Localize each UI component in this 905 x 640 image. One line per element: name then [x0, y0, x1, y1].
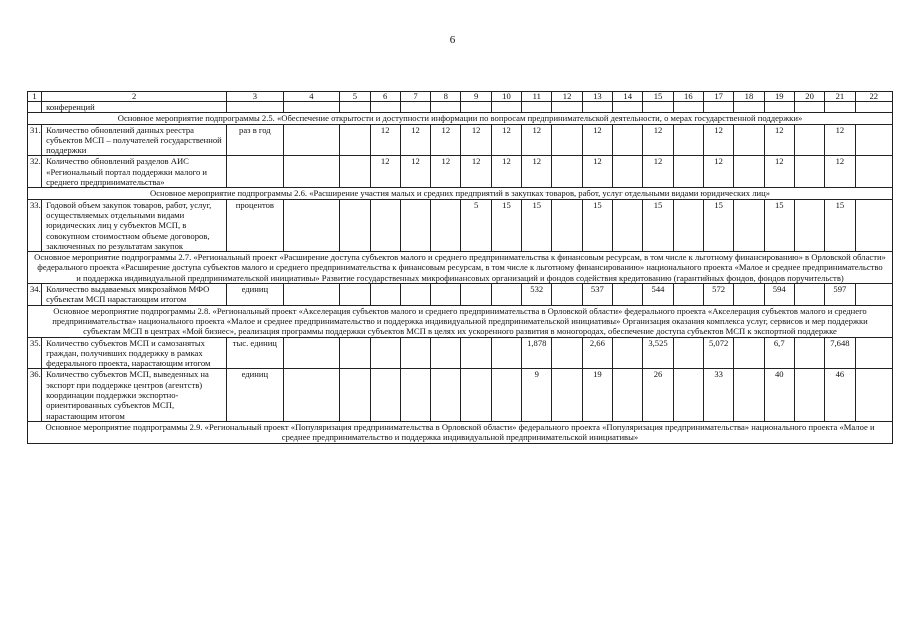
- value-cell: [552, 369, 582, 421]
- value-cell: [400, 337, 430, 369]
- value-cell: [855, 284, 892, 306]
- column-number-cell: 17: [703, 92, 733, 102]
- value-cell: 12: [764, 156, 794, 188]
- value-cell: 19: [582, 369, 612, 421]
- column-number-cell: 21: [825, 92, 855, 102]
- column-number-cell: 15: [643, 92, 673, 102]
- value-cell: [283, 284, 340, 306]
- value-cell: [613, 156, 643, 188]
- column-number-cell: 6: [370, 92, 400, 102]
- value-cell: 12: [491, 124, 521, 156]
- value-cell: [491, 337, 521, 369]
- column-number-cell: 3: [227, 92, 284, 102]
- value-cell: [552, 156, 582, 188]
- column-number-cell: 16: [673, 92, 703, 102]
- section-title: Основное мероприятие подпрограммы 2.6. «Расширение участия малых и средних предприятий в закупках товаров, работ, услуг отдельными видами юридических лиц»: [28, 188, 893, 199]
- value-cell: 544: [643, 284, 673, 306]
- value-cell: [491, 284, 521, 306]
- value-cell: 12: [370, 156, 400, 188]
- value-cell: [734, 337, 764, 369]
- value-cell: [431, 369, 461, 421]
- column-number-cell: 5: [340, 92, 370, 102]
- value-cell: 12: [643, 124, 673, 156]
- indicator-row: [28, 199, 893, 251]
- section-title: Основное мероприятие подпрограммы 2.5. «Обеспечение открытости и доступности информации по вопросам предпринимательской деятельности, о мерах государственной поддержки»: [28, 113, 893, 124]
- value-cell: [283, 369, 340, 421]
- value-cell: [734, 369, 764, 421]
- value-cell: [613, 284, 643, 306]
- indicator-row: [28, 156, 893, 188]
- value-cell: 12: [825, 156, 855, 188]
- value-cell: [370, 369, 400, 421]
- column-number-cell: 22: [855, 92, 892, 102]
- value-cell: 9: [522, 369, 552, 421]
- value-cell: 15: [643, 199, 673, 251]
- value-cell: [370, 337, 400, 369]
- value-cell: 15: [522, 199, 552, 251]
- value-cell: 12: [431, 156, 461, 188]
- value-cell: [734, 124, 764, 156]
- value-cell: [673, 199, 703, 251]
- indicator-row: [28, 337, 893, 369]
- column-number-cell: 11: [522, 92, 552, 102]
- column-number-cell: 1: [28, 92, 42, 102]
- value-cell: [794, 156, 824, 188]
- value-cell: 7,648: [825, 337, 855, 369]
- indicator-name: Количество субъектов МСП и самозанятых граждан, получивших поддержку в рамках федерального проекта, нарастающим итогом: [42, 337, 227, 369]
- value-cell: 15: [491, 199, 521, 251]
- row-number: 32.: [28, 156, 42, 188]
- value-cell: [431, 284, 461, 306]
- indicator-name: Количество субъектов МСП, выведенных на экспорт при поддержке центров (агентств) координации поддержки экспортно-ориентированных субъектов МСП, нарастающим итогом: [42, 369, 227, 421]
- value-cell: [794, 369, 824, 421]
- value-cell: [734, 284, 764, 306]
- value-cell: [283, 156, 340, 188]
- value-cell: 594: [764, 284, 794, 306]
- value-cell: [400, 199, 430, 251]
- value-cell: 12: [491, 156, 521, 188]
- value-cell: 12: [431, 124, 461, 156]
- value-cell: [283, 199, 340, 251]
- indicators-table: [27, 91, 893, 444]
- value-cell: [794, 124, 824, 156]
- value-cell: [461, 369, 491, 421]
- value-cell: [283, 124, 340, 156]
- value-cell: [431, 337, 461, 369]
- section-header-row: [28, 188, 893, 199]
- value-cell: [855, 337, 892, 369]
- value-cell: [734, 156, 764, 188]
- section-title: Основное мероприятие подпрограммы 2.9. «Региональный проект «Популяризация предпринимательства в Орловской области» федерального проекта «Популяризация предпринимательства» национального проекта «Малое и среднее предпринимательство и поддержка индивидуальной предпринимательской инициативы»: [28, 421, 893, 443]
- column-number-row: [28, 92, 893, 102]
- value-cell: 1,878: [522, 337, 552, 369]
- indicator-name: Количество выдаваемых микрозаймов МФО субъектам МСП нарастающим итогом: [42, 284, 227, 306]
- value-cell: 12: [370, 124, 400, 156]
- value-cell: [734, 199, 764, 251]
- section-title: Основное мероприятие подпрограммы 2.8. «Региональный проект «Акселерация субъектов малого и среднего предпринимательства в Орловской области» федерального проекта «Акселерация субъектов малого и среднего предпринимательства» национального проекта «Малое и среднее предпринимательство и поддержка индивидуальной предпринимательской инициативы» Организация оказания комплекса услуг, сервисов и мер поддержки субъектам МСП в центрах «Мой бизнес», реализация программы поддержки субъектов МСП в целях их ускоренного развития в моногородах, обеспечение доступа субъектов МСП к экспортной поддержке: [28, 305, 893, 337]
- value-cell: [340, 337, 370, 369]
- column-number-cell: 13: [582, 92, 612, 102]
- column-number-cell: 18: [734, 92, 764, 102]
- unit-of-measure: тыс. единиц: [227, 337, 284, 369]
- unit-of-measure: единиц: [227, 284, 284, 306]
- column-number-cell: 9: [461, 92, 491, 102]
- unit-of-measure: единиц: [227, 369, 284, 421]
- value-cell: 15: [582, 199, 612, 251]
- value-cell: [340, 156, 370, 188]
- value-cell: [552, 199, 582, 251]
- value-cell: [340, 284, 370, 306]
- value-cell: 3,525: [643, 337, 673, 369]
- value-cell: [613, 337, 643, 369]
- value-cell: [340, 369, 370, 421]
- column-number-cell: 14: [613, 92, 643, 102]
- indicator-name: Количество обновлений разделов АИС «Региональный портал поддержки малого и среднего предпринимательства»: [42, 156, 227, 188]
- unit-of-measure: процентов: [227, 199, 284, 251]
- value-cell: [673, 284, 703, 306]
- value-cell: [673, 369, 703, 421]
- value-cell: [613, 124, 643, 156]
- value-cell: [340, 124, 370, 156]
- value-cell: [613, 369, 643, 421]
- row-number: 35.: [28, 337, 42, 369]
- value-cell: [794, 284, 824, 306]
- value-cell: 12: [522, 156, 552, 188]
- value-cell: 15: [703, 199, 733, 251]
- value-cell: [855, 156, 892, 188]
- value-cell: [491, 369, 521, 421]
- continuation-row: [28, 102, 893, 113]
- value-cell: [552, 337, 582, 369]
- value-cell: 33: [703, 369, 733, 421]
- value-cell: [673, 337, 703, 369]
- value-cell: 572: [703, 284, 733, 306]
- value-cell: 12: [461, 124, 491, 156]
- column-number-cell: 8: [431, 92, 461, 102]
- value-cell: 40: [764, 369, 794, 421]
- section-header-row: [28, 305, 893, 337]
- column-number-cell: 4: [283, 92, 340, 102]
- indicator-name: Годовой объем закупок товаров, работ, услуг, осуществляемых отдельными видами юридических лиц у субъектов МСП, в совокупном стоимостном объеме договоров, заключенных по результатам закупок: [42, 199, 227, 251]
- value-cell: [794, 199, 824, 251]
- row-number: 34.: [28, 284, 42, 306]
- value-cell: [552, 124, 582, 156]
- value-cell: 5,072: [703, 337, 733, 369]
- value-cell: [400, 284, 430, 306]
- value-cell: 15: [764, 199, 794, 251]
- section-header-row: [28, 113, 893, 124]
- page-number: 6: [449, 34, 456, 46]
- column-number-cell: 20: [794, 92, 824, 102]
- value-cell: [461, 284, 491, 306]
- value-cell: 537: [582, 284, 612, 306]
- column-number-cell: 7: [400, 92, 430, 102]
- value-cell: [855, 124, 892, 156]
- value-cell: 532: [522, 284, 552, 306]
- value-cell: 12: [522, 124, 552, 156]
- value-cell: 26: [643, 369, 673, 421]
- value-cell: 12: [703, 124, 733, 156]
- unit-of-measure: [227, 156, 284, 188]
- value-cell: 597: [825, 284, 855, 306]
- value-cell: [431, 199, 461, 251]
- value-cell: [461, 337, 491, 369]
- value-cell: [370, 284, 400, 306]
- value-cell: 15: [825, 199, 855, 251]
- value-cell: 12: [825, 124, 855, 156]
- continuation-label: конференций: [42, 102, 227, 113]
- value-cell: 12: [643, 156, 673, 188]
- indicator-name: Количество обновлений данных реестра субъектов МСП – получателей государственной поддержки: [42, 124, 227, 156]
- value-cell: 12: [582, 156, 612, 188]
- column-number-cell: 19: [764, 92, 794, 102]
- value-cell: [673, 156, 703, 188]
- value-cell: [283, 337, 340, 369]
- column-number-cell: 12: [552, 92, 582, 102]
- value-cell: [552, 284, 582, 306]
- value-cell: [340, 199, 370, 251]
- value-cell: 12: [400, 124, 430, 156]
- value-cell: [794, 337, 824, 369]
- value-cell: [613, 199, 643, 251]
- indicator-row: [28, 284, 893, 306]
- value-cell: 12: [400, 156, 430, 188]
- indicator-row: [28, 369, 893, 421]
- value-cell: 12: [461, 156, 491, 188]
- column-number-cell: 2: [42, 92, 227, 102]
- value-cell: 12: [582, 124, 612, 156]
- value-cell: [855, 369, 892, 421]
- value-cell: [400, 369, 430, 421]
- value-cell: [370, 199, 400, 251]
- unit-of-measure: раз в год: [227, 124, 284, 156]
- value-cell: 5: [461, 199, 491, 251]
- value-cell: 12: [703, 156, 733, 188]
- value-cell: 12: [764, 124, 794, 156]
- section-header-row: [28, 421, 893, 443]
- row-number: 36.: [28, 369, 42, 421]
- row-number: 33.: [28, 199, 42, 251]
- value-cell: 2,66: [582, 337, 612, 369]
- value-cell: [673, 124, 703, 156]
- section-header-row: [28, 252, 893, 284]
- row-number: 31.: [28, 124, 42, 156]
- value-cell: 6,7: [764, 337, 794, 369]
- column-number-cell: 10: [491, 92, 521, 102]
- value-cell: [855, 199, 892, 251]
- value-cell: 46: [825, 369, 855, 421]
- indicator-row: [28, 124, 893, 156]
- section-title: Основное мероприятие подпрограммы 2.7. «Региональный проект «Расширение доступа субъектов малого и среднего предпринимательства к финансовым ресурсам, в том числе к льготному финансированию» в Орловской области» федерального проекта «Расширение доступа субъектов малого и среднего предпринимательства к финансовым ресурсам, в том числе к льготному финансированию» национального проекта «Малое и среднее предпринимательство и поддержка индивидуальной предпринимательской инициативы» Развитие государственных микрофинансовых организаций и фондов содействия кредитованию (гарантийных фондов, фондов поручительств): [28, 252, 893, 284]
